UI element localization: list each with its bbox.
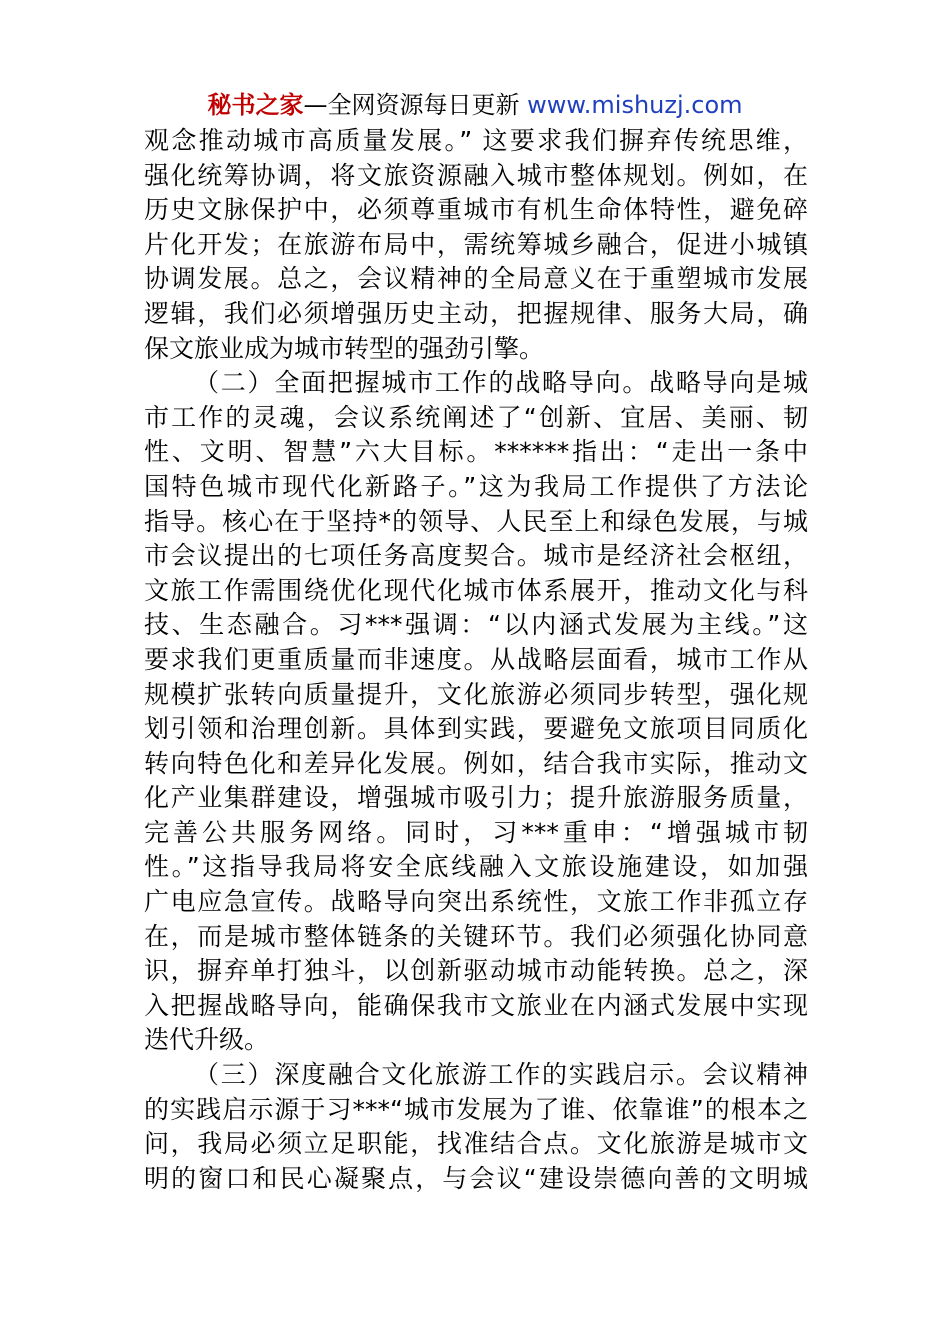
text-line: 性。”这指导我局将安全底线融入文旅设施建设，如加强 [144, 852, 808, 882]
text-line: 迭代升级。 [144, 1025, 270, 1055]
text-line: 的实践启示源于习***“城市发展为了谁、依靠谁”的根本之 [144, 1094, 808, 1124]
site-header [0, 88, 950, 122]
text-line: 技、生态融合。习***强调：“以内涵式发展为主线。”这 [144, 610, 808, 640]
text-line: 转向特色化和差异化发展。例如，结合我市实际，推动文 [144, 748, 808, 778]
text-line: 协调发展。总之，会议精神的全局意义在于重塑城市发展 [144, 264, 808, 294]
text-line: 明的窗口和民心凝聚点，与会议“建设崇德向善的文明城 [144, 1163, 808, 1193]
text-line: 保文旅业成为城市转型的强劲引擎。 [144, 333, 545, 363]
text-line: 识，摒弃单打独斗，以创新驱动城市动能转换。总之，深 [144, 956, 808, 986]
text-line: 国特色城市现代化新路子。”这为我局工作提供了方法论 [144, 471, 808, 501]
text-line: 完善公共服务网络。同时，习***重申：“增强城市韧 [144, 817, 808, 847]
text-line: 要求我们更重质量而非速度。从战略层面看，城市工作从 [144, 644, 808, 674]
text-line: 市工作的灵魂，会议系统阐述了“创新、宜居、美丽、韧 [144, 402, 808, 432]
section-heading-line: （三）深度融合文化旅游工作的实践启示。会议精神 [194, 1060, 808, 1090]
header-slogan: —全网资源每日更新 [303, 91, 528, 119]
text-line: 划引领和治理创新。具体到实践，要避免文旅项目同质化 [144, 714, 808, 744]
section-heading-line: （二）全面把握城市工作的战略导向。战略导向是城 [194, 368, 808, 398]
document-body [144, 124, 808, 1196]
text-line: 广电应急宣传。战略导向突出系统性，文旅工作非孤立存 [144, 887, 808, 917]
text-line: 文旅工作需围绕优化现代化城市体系展开，推动文化与科 [144, 575, 808, 605]
text-line: 逻辑，我们必须增强历史主动，把握规律、服务大局，确 [144, 298, 808, 328]
text-line: 在，而是城市整体链条的关键环节。我们必须强化协同意 [144, 921, 808, 951]
text-line: 化产业集群建设，增强城市吸引力；提升旅游服务质量， [144, 783, 808, 813]
text-line: 强化统筹协调，将文旅资源融入城市整体规划。例如，在 [144, 160, 808, 190]
text-line: 历史文脉保护中，必须尊重城市有机生命体特性，避免碎 [144, 195, 808, 225]
text-line: 问，我局必须立足职能，找准结合点。文化旅游是城市文 [144, 1129, 808, 1159]
site-url-link[interactable]: www.mishuzj.com [527, 91, 743, 119]
text-line: 片化开发；在旅游布局中，需统筹城乡融合，促进小城镇 [144, 229, 808, 259]
brand-name: 秘书之家 [207, 91, 304, 119]
text-line: 规模扩张转向质量提升，文化旅游必须同步转型，强化规 [144, 679, 808, 709]
text-line: 性、文明、智慧”六大目标。******指出：“走出一条中 [144, 437, 808, 467]
text-line: 入把握战略导向，能确保我市文旅业在内涵式发展中实现 [144, 990, 808, 1020]
text-line: 观念推动城市高质量发展。” 这要求我们摒弃传统思维， [144, 126, 808, 155]
text-line: 市会议提出的七项任务高度契合。城市是经济社会枢纽， [144, 541, 808, 571]
text-line: 指导。核心在于坚持*的领导、人民至上和绿色发展，与城 [144, 506, 808, 536]
